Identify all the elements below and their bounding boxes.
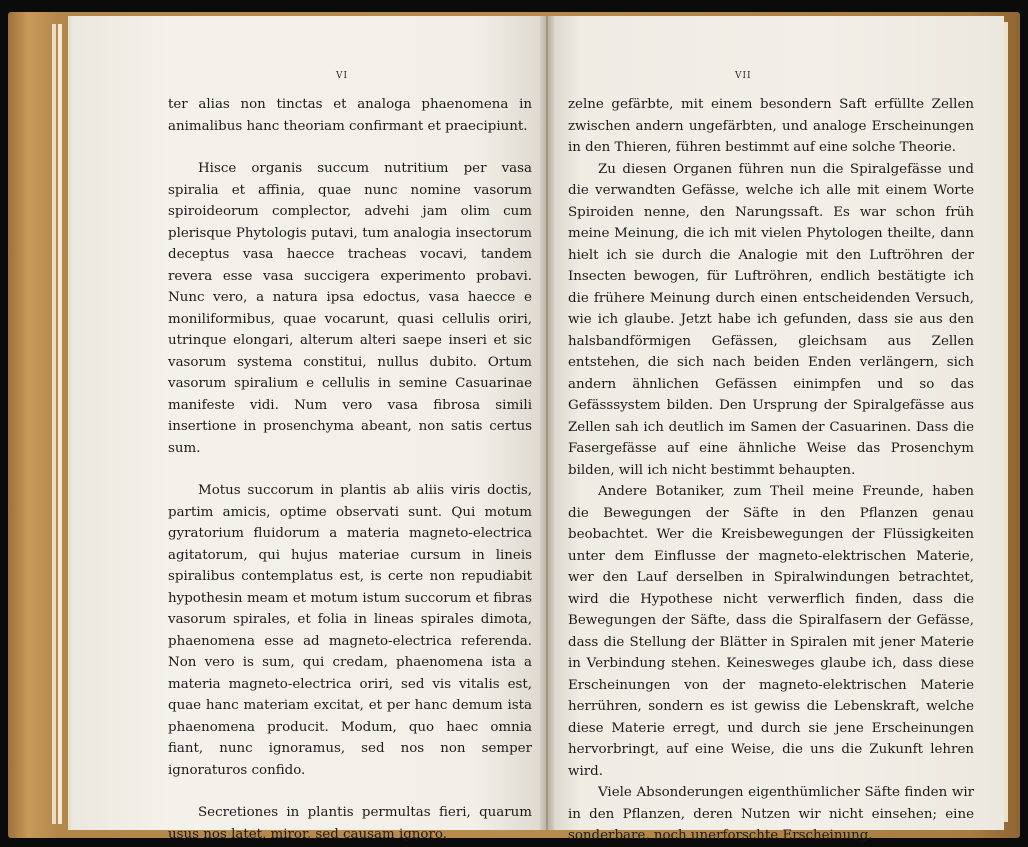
page-number: VII xyxy=(735,71,752,81)
book-gutter xyxy=(540,16,554,830)
left-page xyxy=(68,16,546,842)
paragraph: Zu diesen Organen führen nun die Spiralgefässe und die verwandten Gefässe, welche ich alle mit einem Worte Spiroiden nenne, den Narungssaft. Es war schon früh meine Meinung, die ich mit vielen Phytologen theilte, dann hielt ich sie durch die Analogie mit den Luftröhren der Insecten bewogen, für Luftröhren, endlich bestätigte ich die frühere Meinung durch einen entscheidenden Versuch, wie ich glaube. Jetzt habe ich gefunden, dass sie aus den halsbandförmigen Gefässen, gleichsam aus Zellen entstehen, die sich nach beiden Enden verlängern, sich andern ähnlichen Gefässen einimpfen und so das Gefässsystem bilden. Den Ursprung der Spiralgefässe aus Zellen sah ich deutlich im Samen der Casuarinen. Dass die Fasergefässe auf eine ähnliche Weise das Prosenchym bilden, will ich nicht bestimmt behaupten. xyxy=(568,161,974,478)
page-edge xyxy=(1004,22,1008,822)
left-page-text xyxy=(168,94,532,845)
paragraph: Secretiones in plantis permultas fieri, quarum usus nos latet, miror, sed causam ignoro. xyxy=(168,805,532,842)
page-edge xyxy=(58,24,62,824)
paragraph: Motus succorum in plantis ab aliis viris doctis, partim amicis, optime observati sunt. Qui motum gyratorium fluidorum a materia magneto-electrica agitatorum, qui hujus materiae cursum in lineis spiralibus contemplatus est, is certe non repudiabit hypothesin meam et motum istum succorum et fibras vasorum spirales, et folia in lineas spirales dimota, phaenomena esse ad magneto-electrica referenda. Non vero is sum, qui credam, phaenomena ista a materia magneto-electrica oriri, sed vis vitalis est, quae hanc materiam excitat, et per hanc demum ista phaenomena producit. Modum, quo haec omnia fiant, nunc ignoramus, sed nos non semper ignoraturos confido. xyxy=(168,483,532,778)
paragraph: zelne gefärbte, mit einem besondern Saft erfüllte Zellen zwischen andern ungefärbten, und analoge Erscheinungen in den Thieren, führen bestimmt auf eine solche Theorie. xyxy=(568,97,974,155)
page-number: VI xyxy=(336,71,349,81)
paragraph: Hisce organis succum nutritium per vasa spiralia et affinia, quae nunc nomine vasorum spiroideorum complector, advehi jam olim cum plerisque Phytologis putavi, tum analogia insectorum deceptus vasa haecce tracheas vocavi, tandem revera esse vasa succigera experimento probavi. Nunc vero, a natura ipsa edoctus, vasa haecce e moniliformibus, quae vocarunt, quasi cellulis oriri, utrinque elongari, alterum alteri saepe inseri et sic vasorum systema constitui, nullus dubito. Ortum vasorum spiralium e cellulis in semine Casuarinae manifeste vidi. Num vero vasa fibrosa simili insertione in prosenchyma abeant, non satis certus sum. xyxy=(168,161,532,456)
page-edge xyxy=(52,24,56,824)
paragraph: Viele Absonderungen eigenthümlicher Säfte finden wir in den Pflanzen, deren Nutzen wir nicht einsehen; eine sonderbare, noch unerforschte Erscheinung. xyxy=(568,785,974,843)
paragraph: Andere Botaniker, zum Theil meine Freunde, haben die Bewegungen der Säfte in den Pflanzen genau beobachtet. Wer die Kreisbewegungen der Flüssigkeiten unter dem Einflusse der magneto-elektrischen Materie, wer den Lauf derselben in Spiralwindungen betrachtet, wird die Hypothese nicht verwerflich finden, dass die Bewegungen der Säfte, dass die Spiralfasern der Gefässe, dass die Stellung der Blätter in Spiralen mit jener Materie in Verbindung stehen. Keinesweges glaube ich, dass diese Erscheinungen von der magneto-elektrischen Materie herrühren, sondern es ist gewiss die Lebenskraft, welche diese Materie erregt, und durch sie jene Erscheinungen hervorbringt, auf eine Weise, die uns die Zukunft lehren wird. xyxy=(568,484,974,779)
paragraph: ter alias non tinctas et analoga phaenomena in animalibus hanc theoriam confirmant et praecipiunt. xyxy=(168,97,532,134)
right-page xyxy=(548,16,1004,843)
right-page-text xyxy=(568,94,974,847)
